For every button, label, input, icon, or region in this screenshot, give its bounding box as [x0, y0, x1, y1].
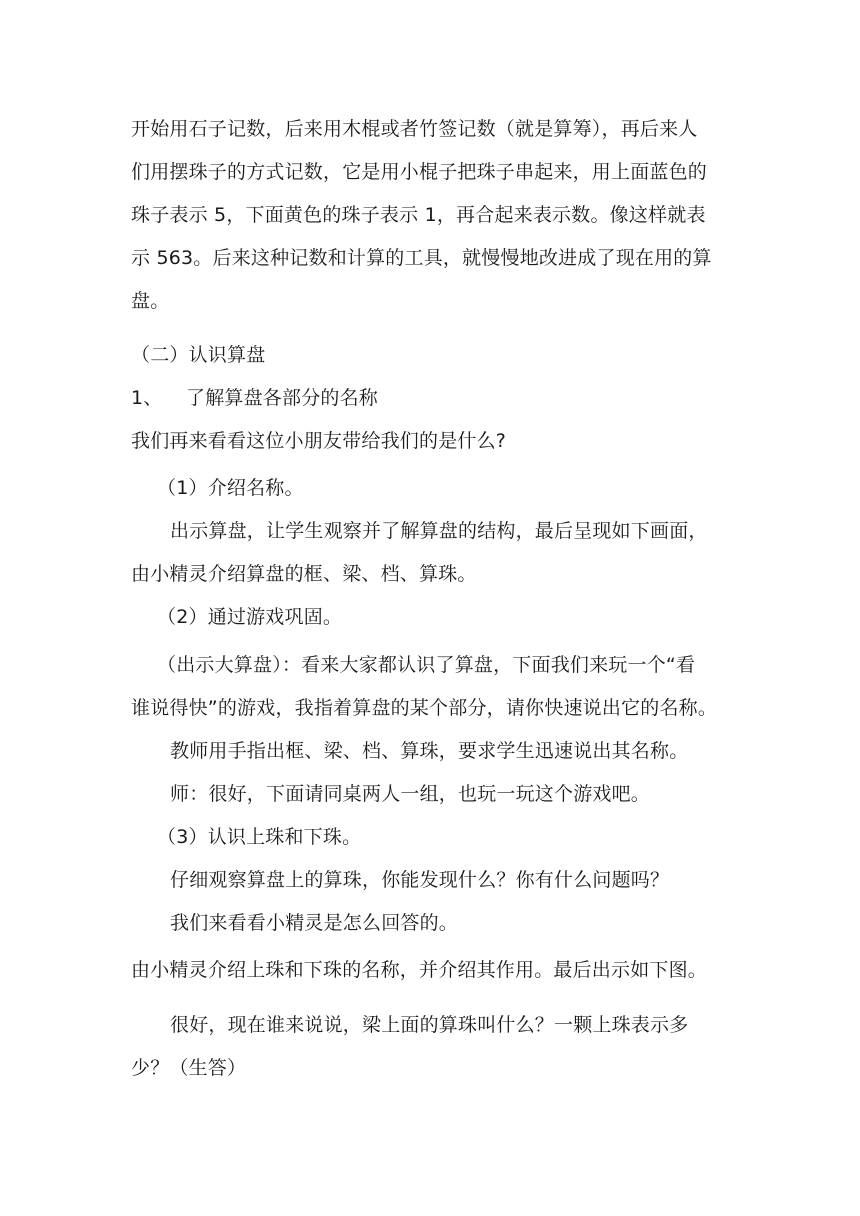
paragraph-line: 们用摆珠子的方式记数，它是用小棍子把珠子串起来，用上面蓝色的 — [131, 161, 708, 183]
paragraph-line: 由小精灵介绍算盘的框、梁、档、算珠。 — [131, 563, 477, 585]
section-title: （二）认识算盘 — [131, 344, 266, 366]
paragraph-line: 开始用石子记数，后来用木棍或者竹签记数（就是算筹），再后来人 — [131, 118, 698, 140]
list-item-text: 了解算盘各部分的名称 — [186, 387, 379, 409]
paragraph-line: 少？（生答） — [131, 1057, 247, 1079]
paragraph-line: 教师用手指出框、梁、档、算珠，要求学生迅速说出其名称。 — [170, 740, 689, 762]
paragraph-line: 珠子表示 5，下面黄色的珠子表示 1，再合起来表示数。像这样就表 — [131, 204, 706, 226]
step-heading: （1）介绍名称。 — [157, 477, 304, 499]
paragraph-line: 盘。 — [131, 290, 170, 312]
step-heading: （2）通过游戏巩固。 — [157, 606, 343, 628]
step-heading: （3）认识上珠和下珠。 — [157, 826, 362, 848]
paragraph-line: （出示大算盘）：看来大家都认识了算盘，下面我们来玩一个“看 — [157, 654, 696, 676]
paragraph-line: 由小精灵介绍上珠和下珠的名称，并介绍其作用。最后出示如下图。 — [131, 959, 708, 981]
list-item-number: 1、 — [131, 387, 163, 409]
paragraph-line: 仔细观察算盘上的算珠，你能发现什么？你有什么问题吗？ — [170, 869, 670, 891]
paragraph-line: 出示算盘，让学生观察并了解算盘的结构，最后呈现如下画面， — [170, 520, 708, 542]
paragraph-line: 我们来看看小精灵是怎么回答的。 — [170, 912, 459, 934]
paragraph-line: 示 563。后来这种记数和计算的工具，就慢慢地改进成了现在用的算 — [131, 247, 712, 269]
paragraph-line: 谁说得快”的游戏，我指着算盘的某个部分，请你快速说出它的名称。 — [131, 697, 718, 719]
paragraph-line: 师：很好，下面请同桌两人一组，也玩一玩这个游戏吧。 — [170, 783, 651, 805]
paragraph-line: 很好，现在谁来说说，梁上面的算珠叫什么？一颗上珠表示多 — [170, 1014, 689, 1036]
paragraph-line: 我们再来看看这位小朋友带给我们的是什么? — [131, 430, 507, 452]
